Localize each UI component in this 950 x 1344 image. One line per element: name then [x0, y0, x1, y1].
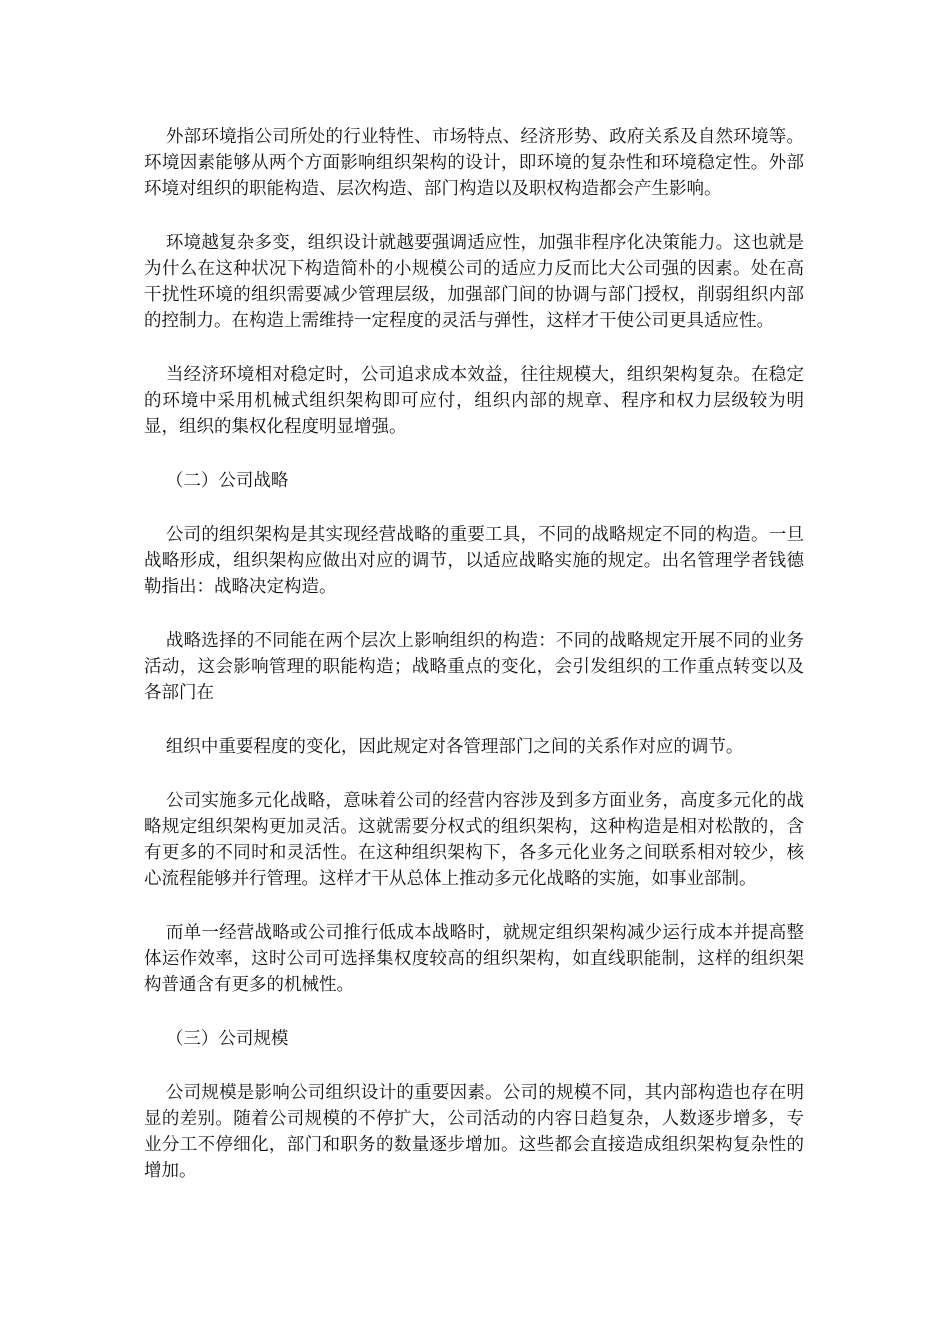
- section-heading-scale: （三）公司规模: [165, 1029, 289, 1049]
- paragraph-stable-environment: 当经济环境相对稳定时，公司追求成本效益，往往规模大，组织架构复杂。在稳定的环境中采用机械式组织架构即可应付，组织内部的规章、程序和权力层级较为明显，组织的集权化程度明显增强。: [144, 365, 804, 437]
- paragraph-department-importance: 组织中重要程度的变化，因此规定对各管理部门之间的关系作对应的调节。: [165, 737, 744, 757]
- paragraph-company-scale: 公司规模是影响公司组织设计的重要因素。公司的规模不同，其内部构造也存在明显的差别。随着公司规模的不停扩大，公司活动的内容日趋复杂，人数逐步增多，专业分工不停细化，部门和职务的数量逐步增加。这些都会直接造成组织架构复杂性的增加。: [144, 1083, 804, 1181]
- paragraph-strategy-choice: 战略选择的不同能在两个层次上影响组织的构造：不同的战略规定开展不同的业务活动，这会影响管理的职能构造；战略重点的变化，会引发组织的工作重点转变以及各部门在: [144, 631, 804, 703]
- paragraph-strategy-tool: 公司的组织架构是其实现经营战略的重要工具，不同的战略规定不同的构造。一旦战略形成，组织架构应做出对应的调节，以适应战略实施的规定。出名管理学者钱德勒指出：战略决定构造。: [144, 525, 804, 597]
- paragraph-diversification: 公司实施多元化战略，意味着公司的经营内容涉及到多方面业务，高度多元化的战略规定组织架构更加灵活。这就需要分权式的组织架构，这种构造是相对松散的，含有更多的不同时和灵活性。在这种组织架构下，各多元化业务之间联系相对较少，核心流程能够并行管理。这样才干从总体上推动多元化战略的实施，如事业部制。: [144, 791, 804, 889]
- document-body: [144, 124, 804, 1212]
- section-heading-strategy: （二）公司战略: [165, 471, 289, 491]
- paragraph-environment-complexity: 环境越复杂多变，组织设计就越要强调适应性，加强非程序化决策能力。这也就是为什么在这种状况下构造简朴的小规模公司的适应力反而比大公司强的因素。处在高干扰性环境的组织需要减少管理层级，加强部门间的协调与部门授权，削弱组织内部的控制力。在构造上需维持一定程度的灵活与弹性，这样才干使公司更具适应性。: [144, 233, 804, 331]
- paragraph-external-environment: 外部环境指公司所处的行业特性、市场特点、经济形势、政府关系及自然环境等。环境因素能够从两个方面影响组织架构的设计，即环境的复杂性和环境稳定性。外部环境对组织的职能构造、层次构造、部门构造以及职权构造都会产生影响。: [144, 127, 804, 199]
- paragraph-single-strategy: 而单一经营战略或公司推行低成本战略时，就规定组织架构减少运行成本并提高整体运作效率，这时公司可选择集权度较高的组织架构，如直线职能制，这样的组织架构普通含有更多的机械性。: [144, 923, 804, 995]
